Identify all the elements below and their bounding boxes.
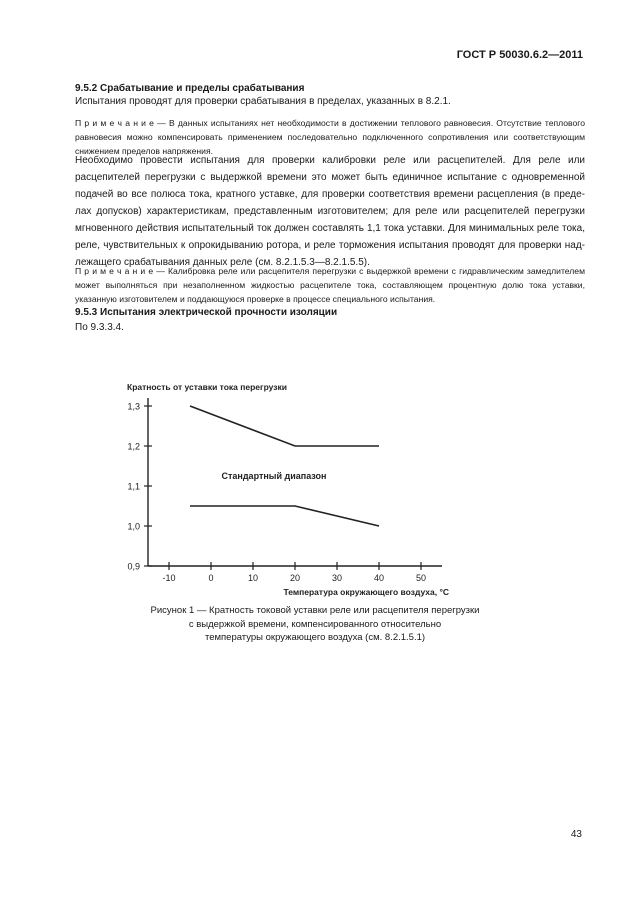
section-953-body: По 9.3.3.4. [75,322,124,333]
page-number: 43 [570,829,582,840]
y-tick-label: 1,2 [127,441,140,452]
caption-line-1: Рисунок 1 — Кратность токовой уставки реле или расцепителя перегрузки [150,605,480,616]
y-tick-label: 1,0 [127,521,140,532]
series-line-upper [190,406,379,446]
range-annotation: Стандартный диапазон [221,471,327,481]
x-tick-label: 50 [415,573,427,583]
document-header: ГОСТ Р 50030.6.2—2011 [456,49,583,61]
x-axis-label: Температура окружающего воздуха, °С [283,587,449,597]
x-tick-label: 40 [373,573,385,583]
section-heading-9-5-3: 9.5.3 Испытания электрической прочности изоляции [75,307,338,318]
section-heading-9-5-2: 9.5.2 Срабатывание и пределы срабатывания [75,83,305,94]
figure-caption [75,604,555,645]
y-tick-label: 1,1 [127,481,140,492]
x-tick-label: 20 [289,573,301,583]
x-tick-label: 10 [247,573,259,583]
y-axis-label: Кратность от уставки тока перегрузки [127,382,287,392]
caption-line-3: температуры окружающего воздуха (см. 8.2.1.5.1) [204,632,426,643]
main-paragraph: Необходимо провести испытания для проверки калибровки реле или расцепителей. Для реле или расцепителей перегрузки с выдержкой времени это может быть единичное испытание с одновременной подачей во все полюса тока, кратного уставке, для проверки соответствия времени расцепления (в пределах допусков) характеристикам, представленным изготовителем; для реле или расцепителей перегрузки мгновенного действия испытательный ток должен составлять 1,1 тока уставки. Для минимальных реле тока, реле, чувствительных к опрокидыванию ротора, и реле торможения испытания проводят для проверки надлежащего срабатывания данных реле (см. 8.2.1.5.3—8.2.1.5.5). [75,155,585,268]
x-tick-label: 30 [331,573,343,583]
note-1: П р и м е ч а н и е — В данных испытаниях нет необходимости в достижении теплового равновесия. Отсутствие теплового равновесия можно компенсировать применением последовательно подключенного сопротивления или соответствующим снижением пределов напряжения. [75,118,585,156]
y-tick-label: 0,9 [127,561,140,572]
section-intro: Испытания проводят для проверки срабатывания в пределах, указанных в 8.2.1. [75,96,451,107]
series-line-lower [190,506,379,526]
x-tick-label: -10 [162,573,176,583]
note-2: П р и м е ч а н и е — Калибровка реле или расцепителя перегрузки с выдержкой времени с гидравлическим замедлителем может выполняться при незаполненном жидкостью расцепителе тока, составляющем процентную долю тока уставки, указанную изготовителем и поддающуюся проверке в процессе специального испытания. [75,266,585,304]
y-tick-label: 1,3 [127,401,140,412]
x-tick-label: 0 [208,573,214,583]
caption-line-2: с выдержкой времени, компенсированного относительно [188,618,442,630]
